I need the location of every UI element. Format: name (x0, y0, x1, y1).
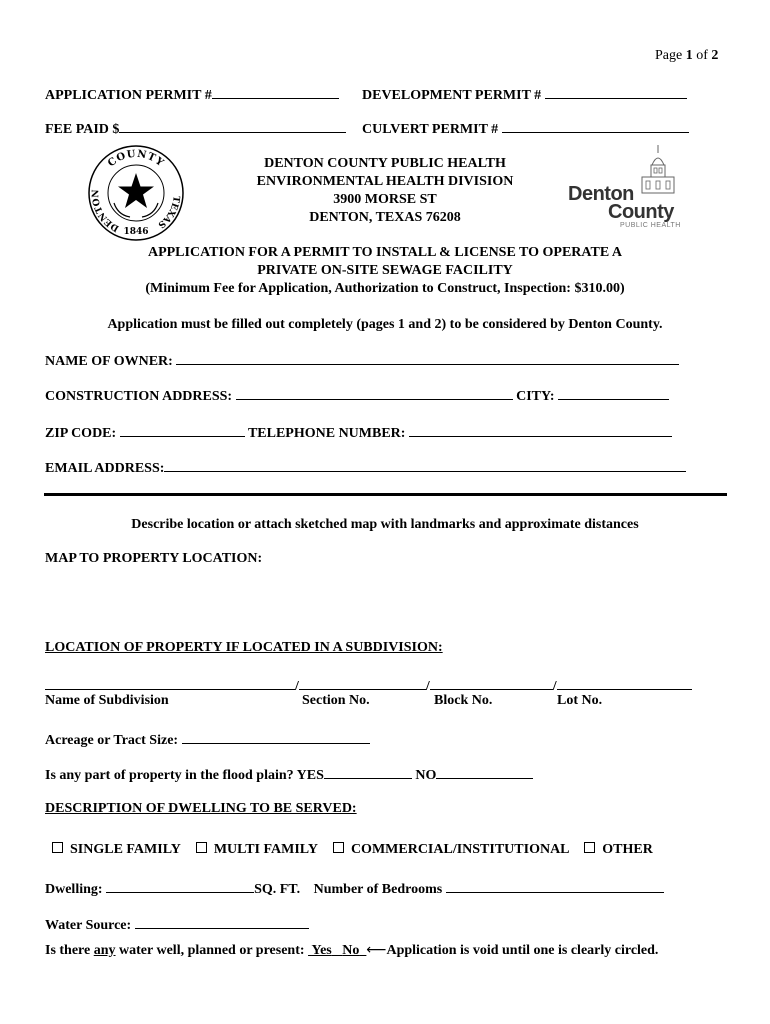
agency-street: 3900 MORSE ST (333, 192, 437, 207)
agency-division: ENVIRONMENTAL HEALTH DIVISION (256, 174, 514, 189)
water-source-input[interactable] (135, 915, 309, 929)
section-number-label: Section No. (302, 693, 370, 708)
lot-number-input[interactable] (557, 676, 692, 690)
dwelling-sqft-input[interactable] (106, 879, 254, 893)
dwelling-label: Dwelling: (45, 882, 103, 897)
zip-code-label: ZIP CODE: (45, 426, 117, 441)
water-well-question: Is there any water well, planned or present: Yes No ⟵Application is void until one is clearly circled. (45, 942, 659, 958)
development-permit-field (362, 85, 687, 104)
block-number-input[interactable] (430, 676, 553, 690)
email-input[interactable] (164, 458, 686, 472)
title-line-3: (Minimum Fee for Application, Authorization to Construct, Inspection: $310.00) (145, 281, 625, 296)
water-well-choice[interactable] (308, 943, 366, 958)
multi-family-option[interactable]: MULTI FAMILY (196, 842, 318, 857)
flood-plain-question: Is any part of property in the flood plain? YES (45, 768, 324, 783)
separator: / (295, 679, 299, 694)
seal-year: 1846 (123, 227, 149, 237)
culvert-permit-field (362, 119, 689, 138)
city-label: CITY: (516, 389, 555, 404)
logo-tagline: PUBLIC HEALTH (620, 222, 681, 229)
agency-city: DENTON, TEXAS 76208 (309, 210, 461, 225)
zip-code-input[interactable] (120, 423, 245, 437)
map-area[interactable] (45, 572, 725, 632)
dwelling-heading: DESCRIPTION OF DWELLING TO BE SERVED: (45, 801, 357, 816)
separator: / (425, 679, 430, 694)
seal-top-text: COUNTY (106, 148, 166, 170)
commercial-option[interactable]: COMMERCIAL/INSTITUTIONAL (333, 842, 569, 857)
multi-family-checkbox[interactable] (196, 842, 207, 853)
application-permit-label: APPLICATION PERMIT # (45, 88, 212, 103)
map-label: MAP TO PROPERTY LOCATION: (45, 551, 263, 566)
email-label: EMAIL ADDRESS: (45, 461, 165, 476)
arrow-left-icon: ⟵ (366, 942, 387, 958)
owner-name-field (45, 351, 679, 370)
acreage-label: Acreage or Tract Size: (45, 733, 179, 748)
subdivision-heading: LOCATION OF PROPERTY IF LOCATED IN A SUBDIVISION: (45, 640, 443, 655)
section-number-input[interactable] (299, 676, 426, 690)
flood-plain-yes-input[interactable] (324, 765, 412, 779)
block-number-label: Block No. (434, 693, 493, 708)
lot-number-label: Lot No. (557, 693, 603, 708)
agency-name: DENTON COUNTY PUBLIC HEALTH (264, 156, 506, 171)
construction-address-label: CONSTRUCTION ADDRESS: (45, 389, 233, 404)
other-option[interactable]: OTHER (584, 842, 653, 857)
fee-paid-input[interactable] (119, 119, 346, 133)
single-family-checkbox[interactable] (52, 842, 63, 853)
flood-plain-field (45, 765, 533, 784)
culvert-permit-label: CULVERT PERMIT # (362, 122, 499, 137)
telephone-input[interactable] (409, 423, 672, 437)
development-permit-input[interactable] (545, 85, 687, 99)
seal-left-text: DENTON (91, 189, 122, 234)
form-title (0, 244, 770, 298)
bedrooms-input[interactable] (446, 879, 664, 893)
fee-paid-field (45, 119, 346, 138)
water-source-field (45, 915, 309, 934)
development-permit-label: DEVELOPMENT PERMIT # (362, 88, 542, 103)
logo-word-denton: Denton (568, 183, 634, 205)
logo-word-county: County (608, 201, 674, 223)
courthouse-icon (638, 145, 678, 195)
telephone-label: TELEPHONE NUMBER: (247, 426, 406, 441)
commercial-checkbox[interactable] (333, 842, 344, 853)
city-input[interactable] (558, 386, 669, 400)
single-family-option[interactable]: SINGLE FAMILY (52, 842, 180, 857)
flood-plain-no-label: NO (415, 768, 437, 783)
title-line-2: PRIVATE ON-SITE SEWAGE FACILITY (257, 263, 513, 278)
culvert-permit-input[interactable] (502, 119, 689, 133)
fee-paid-label: FEE PAID $ (45, 122, 120, 137)
subdivision-name-input[interactable] (45, 676, 295, 690)
section-divider (44, 493, 727, 496)
application-permit-field (45, 85, 339, 104)
completion-instruction: Application must be filled out completely (pages 1 and 2) to be considered by Denton County. (107, 317, 663, 332)
zip-telephone-field (45, 423, 672, 442)
owner-name-input[interactable] (176, 351, 679, 365)
void-note: Application is void until one is clearly circled. (386, 943, 659, 958)
page-number: Page 1 of 2 (655, 48, 719, 63)
flood-plain-no-input[interactable] (436, 765, 533, 779)
owner-name-label: NAME OF OWNER: (45, 354, 173, 369)
title-line-1: APPLICATION FOR A PERMIT TO INSTALL & LICENSE TO OPERATE A (147, 245, 623, 260)
denton-county-logo (566, 145, 686, 230)
application-permit-input[interactable] (212, 85, 339, 99)
acreage-field (45, 730, 370, 749)
sqft-label: SQ. FT. (254, 882, 301, 897)
construction-address-input[interactable] (236, 386, 513, 400)
other-checkbox[interactable] (584, 842, 595, 853)
any-emphasis: any (93, 943, 116, 958)
dwelling-size-field (45, 879, 664, 898)
acreage-input[interactable] (182, 730, 370, 744)
bedrooms-label: Number of Bedrooms (313, 882, 443, 897)
water-source-label: Water Source: (45, 918, 132, 933)
map-instruction: Describe location or attach sketched map with landmarks and approximate distances (131, 517, 639, 532)
water-well-no[interactable]: No (342, 943, 360, 958)
seal-right-text: TEXAS (155, 195, 181, 230)
separator: / (552, 679, 557, 694)
subdivision-name-label: Name of Subdivision (45, 693, 169, 708)
email-field (45, 458, 686, 477)
water-well-yes[interactable]: Yes (311, 943, 332, 958)
construction-address-field (45, 386, 669, 405)
dwelling-options (52, 842, 653, 858)
